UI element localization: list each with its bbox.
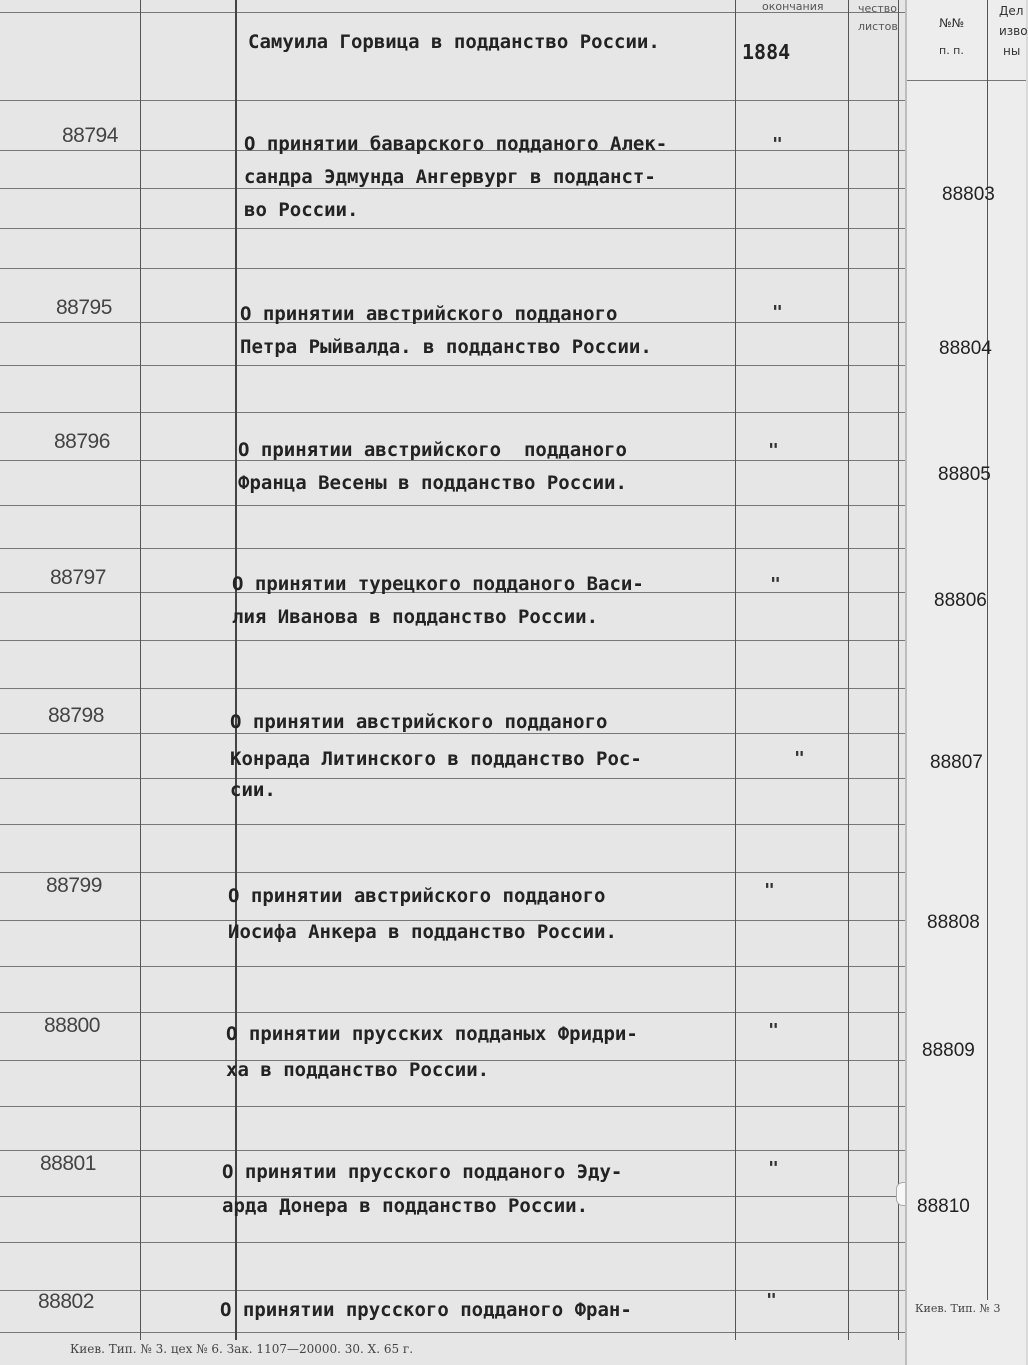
entry-title-line: О принятии прусских подданых Фридри- [226, 1023, 638, 1045]
next-entry-number: 88809 [922, 1040, 975, 1061]
entry-title-line: сии. [230, 779, 276, 801]
entry-title-line: арда Донера в подданство России. [222, 1195, 589, 1217]
rule-line [0, 268, 905, 269]
entry-title-line: сандра Эдмунда Ангервург в подданст- [244, 166, 656, 188]
next-entry-number: 88810 [917, 1196, 970, 1217]
entry-title-line: во России. [244, 199, 359, 221]
entry-title-line: лия Иванова в подданство России. [232, 606, 599, 628]
rule-line [0, 1106, 905, 1107]
ditto-mark: " [768, 1158, 779, 1179]
entry-title-line: О принятии прусского подданого Фран- [220, 1299, 632, 1321]
printer-imprint-adjacent: Киев. Тип. № 3 [915, 1302, 1001, 1315]
entry-title-line: О принятии австрийского подданого [228, 885, 606, 907]
entry-title-line: Петра Рыйвалда. в подданство России. [240, 336, 652, 358]
header-np: п. п. [939, 44, 964, 57]
header-del-line3: ны [1003, 44, 1021, 58]
rule-line [907, 80, 1026, 81]
rule-line [0, 1332, 905, 1333]
rule-line [0, 1150, 905, 1151]
ditto-mark: " [764, 880, 775, 901]
header-sheets-line1: чество [858, 2, 897, 15]
ditto-mark: " [766, 1290, 777, 1311]
entry-number: 88802 [38, 1290, 94, 1313]
entry-number: 88796 [54, 430, 110, 453]
ditto-mark: " [768, 440, 779, 461]
rule-line [0, 100, 905, 101]
entry-title-line: Конрада Литинского в подданство Рос- [230, 748, 642, 770]
header-sheets-line2: листов [858, 20, 898, 33]
rule-line [0, 412, 905, 413]
ditto-mark: " [770, 574, 781, 595]
next-entry-number: 88808 [927, 912, 980, 933]
rule-line [0, 872, 905, 873]
entry-title-line: О принятии прусского подданого Эду- [222, 1161, 623, 1183]
rule-line [0, 1012, 905, 1013]
entry-title-line: О принятии турецкого подданого Васи- [232, 573, 644, 595]
entry-title-line: Франца Весены в подданство России. [238, 472, 627, 494]
rule-line [0, 778, 905, 779]
ditto-mark: " [772, 302, 783, 323]
entry-number: 88801 [40, 1152, 96, 1175]
entry-title-line: О принятии баварского подданого Алек- [244, 133, 668, 155]
entry-title-line: Иосифа Анкера в подданство России. [228, 921, 617, 943]
entry-title-line: ха в подданство России. [226, 1059, 490, 1081]
ditto-mark: " [794, 748, 805, 769]
rule-line [0, 548, 905, 549]
rule-line [0, 966, 905, 967]
rule-line [0, 365, 905, 366]
entry-title-line: О принятии австрийского подданого [230, 711, 608, 733]
entry-number: 88800 [44, 1014, 100, 1037]
rule-line [0, 228, 905, 229]
column-line [735, 0, 736, 1340]
entry-number: 88794 [62, 124, 118, 147]
rule-line [0, 824, 905, 825]
ditto-mark: " [768, 1020, 779, 1041]
rule-line [0, 640, 905, 641]
entry-year: 1884 [742, 40, 791, 64]
next-entry-number: 88805 [938, 464, 991, 485]
header-number: №№ [939, 16, 964, 30]
header-end-date: окончания [762, 0, 824, 13]
column-line [898, 0, 899, 1340]
adjacent-page [905, 0, 1026, 1365]
column-line [235, 0, 237, 1340]
rule-line [0, 1242, 905, 1243]
entry-title-line: О принятии австрийского подданого [238, 439, 627, 461]
rule-line [0, 505, 905, 506]
header-del-line1: Дел [999, 4, 1024, 18]
entry-number: 88795 [56, 296, 112, 319]
next-entry-number: 88806 [934, 590, 987, 611]
entry-title-line: Самуила Горвица в подданство России. [248, 31, 660, 53]
printer-imprint: Киев. Тип. № 3. цех № 6. Зак. 1107—20000. 30. X. 65 г. [70, 1342, 414, 1356]
entry-title-line: О принятии австрийского подданого [240, 303, 618, 325]
column-line [140, 0, 141, 1340]
rule-line [0, 688, 905, 689]
entry-number: 88798 [48, 704, 104, 727]
entry-number: 88797 [50, 566, 106, 589]
next-entry-number: 88807 [930, 752, 983, 773]
header-del-line2: изво [999, 24, 1028, 38]
next-entry-number: 88804 [939, 338, 992, 359]
ditto-mark: " [772, 134, 783, 155]
next-entry-number: 88803 [942, 184, 995, 205]
entry-number: 88799 [46, 874, 102, 897]
column-line [848, 0, 849, 1340]
